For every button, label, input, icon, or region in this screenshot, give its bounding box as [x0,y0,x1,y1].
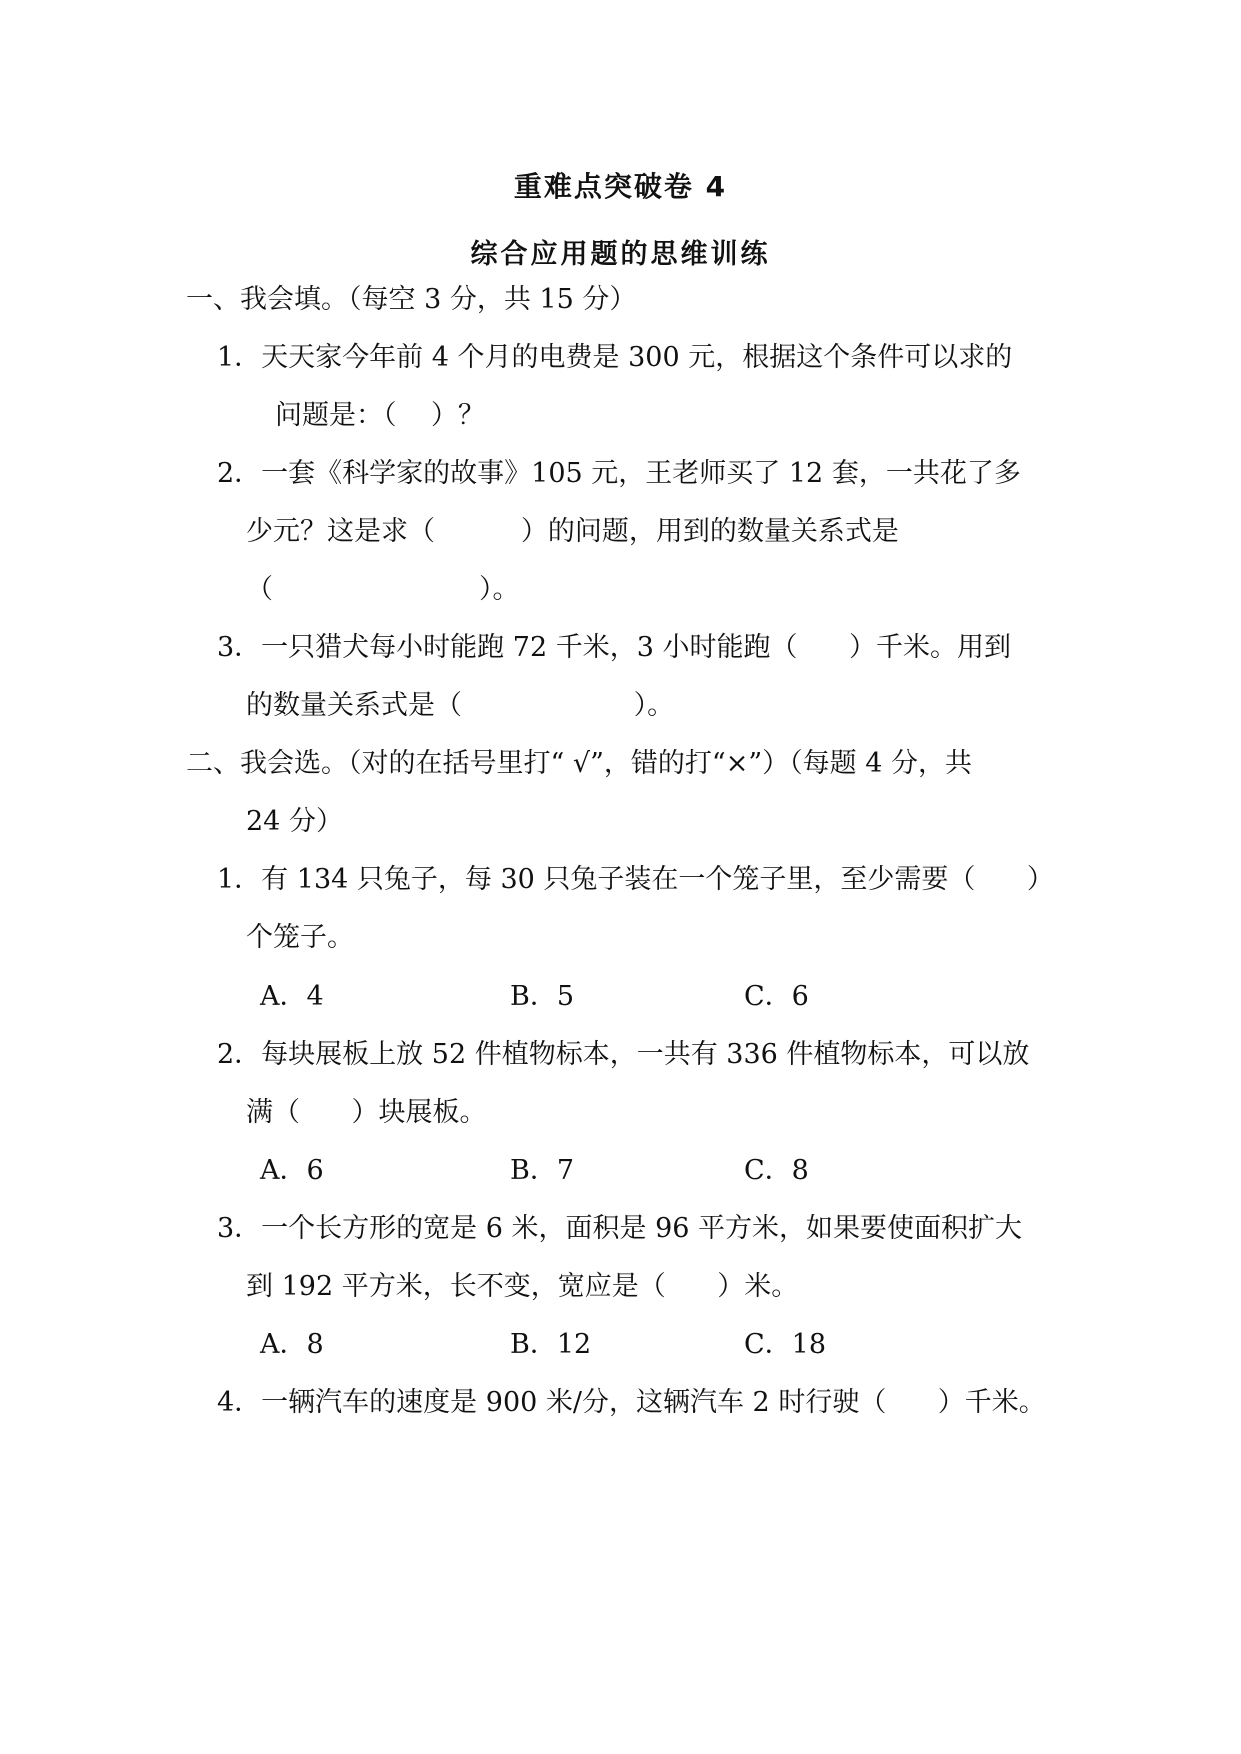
s1-q3-line1: 3．一只猎犬每小时能跑 72 千米，3 小时能跑（ ）千米。用到 [217,632,1011,663]
s2-q1-line1: 1．有 134 只兔子，每 30 只兔子装在一个笼子里，至少需要（ ） [217,864,1054,895]
s1-q1-line1: 1．天天家今年前 4 个月的电费是 300 元，根据这个条件可以求的 [217,342,1013,373]
s2-q2-option-b: B．7 [510,1155,575,1186]
s2-q2-line1: 2．每块展板上放 52 件植物标本，一共有 336 件植物标本，可以放 [217,1039,1030,1070]
s2-q1-option-a: A．4 [260,981,324,1012]
s2-q2-option-a: A．6 [260,1155,324,1186]
s2-q3-line1: 3．一个长方形的宽是 6 米，面积是 96 平方米，如果要使面积扩大 [217,1213,1023,1244]
section2-heading-line1: 二、我会选。（对的在括号里打“ √”，错的打“×”）（每题 4 分，共 [186,748,972,779]
s2-q3-option-a: A．8 [260,1329,324,1360]
s2-q3-option-b: B．12 [510,1329,592,1360]
s2-q1-option-c: C．6 [744,981,809,1012]
s1-q2-line2: 少元？这是求（ ）的问题，用到的数量关系式是 [246,516,899,547]
s2-q2-option-c: C．8 [744,1155,809,1186]
s2-q1-line2: 个笼子。 [246,922,354,953]
s1-q3-line2: 的数量关系式是（ ）。 [246,690,675,721]
section1-heading: 一、我会填。（每空 3 分，共 15 分） [186,284,637,315]
s2-q2-line2: 满（ ）块展板。 [246,1097,487,1128]
page-title: 重难点突破卷 4 [513,170,728,203]
s2-q3-option-c: C．18 [744,1329,827,1360]
section2-heading-line2: 24 分） [246,806,343,837]
s2-q3-line2: 到 192 平方米，长不变，宽应是（ ）米。 [246,1271,799,1302]
s1-q1-line2: 问题是：（ ）？ [275,400,485,431]
page-subtitle: 综合应用题的思维训练 [470,239,771,270]
s1-q2-line1: 2．一套《科学家的故事》105 元，王老师买了 12 套，一共花了多 [217,458,1021,489]
s1-q2-line3: （ ）。 [246,574,520,605]
s2-q1-option-b: B．5 [510,981,575,1012]
s2-q4-line1: 4．一辆汽车的速度是 900 米/分，这辆汽车 2 时行驶（ ）千米。 [217,1387,1046,1418]
